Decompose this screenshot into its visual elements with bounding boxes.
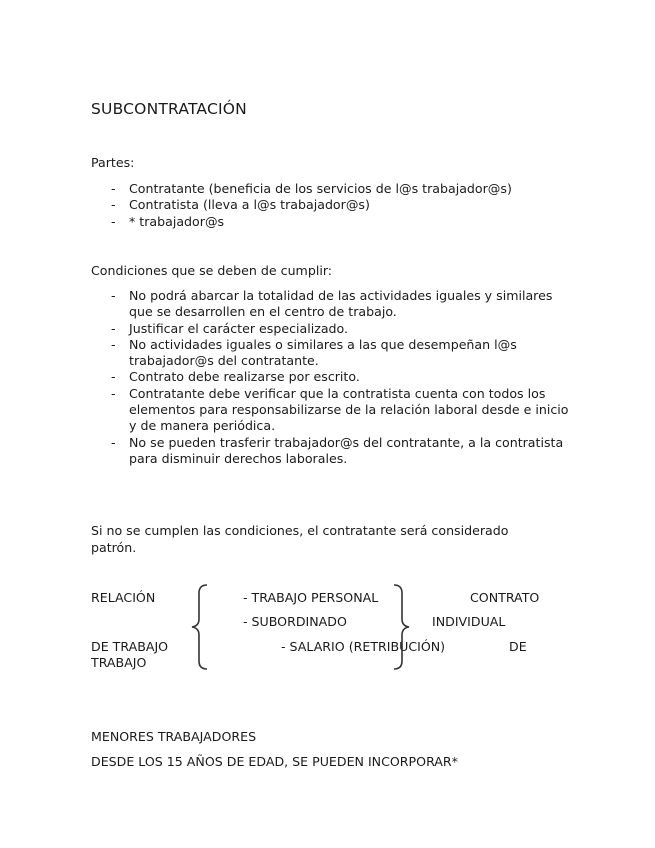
list-item (91, 197, 571, 213)
condiciones-heading: Condiciones que se deben de cumplir: (91, 263, 333, 278)
partes-list (91, 181, 571, 230)
list-item-text: Justificar el carácter especializado. (129, 320, 349, 336)
list-item-text: Contratante debe verificar que la contratista cuenta con todos los elementos para responsabilizarse de la relación laboral desde e inicio y de manera periódica. (129, 385, 569, 434)
left-brace (190, 584, 210, 670)
dash-bullet: - (111, 288, 116, 303)
partes-heading: Partes: (91, 155, 135, 170)
list-item (91, 288, 571, 321)
list-item-text: Contratista (lleva a l@s trabajador@s) (129, 197, 370, 213)
list-item-text: Contrato debe realizarse por escrito. (129, 369, 360, 385)
list-item (91, 337, 571, 370)
conclusion-text: Si no se cumplen las condiciones, el contratante será considerado patrón. (91, 523, 509, 555)
dash-bullet: - (111, 213, 116, 229)
dash-bullet: - (111, 336, 116, 352)
list-item (91, 181, 571, 197)
dash-bullet: - (111, 369, 116, 385)
list-item (91, 386, 571, 435)
list-item-text: * trabajador@s (129, 213, 225, 229)
dash-bullet: - (111, 181, 116, 196)
dash-bullet: - (111, 385, 116, 401)
list-item (91, 369, 571, 385)
list-item (91, 435, 571, 468)
trabajo-personal-item: - TRABAJO PERSONAL (243, 590, 379, 605)
menores-heading: MENORES TRABAJADORES (91, 729, 257, 744)
individual-label: INDIVIDUAL (432, 614, 506, 629)
list-item-text: No actividades iguales o similares a las que desempeñan l@s trabajador@s del contratante. (129, 336, 517, 369)
de-trabajo-label: DE TRABAJO (91, 639, 169, 654)
list-item (91, 321, 571, 337)
list-item-text: Contratante (beneficia de los servicios de l@s trabajador@s) (129, 181, 512, 196)
dash-bullet: - (111, 197, 116, 213)
contrato-label: CONTRATO (470, 590, 540, 605)
list-item-text: No podrá abarcar la totalidad de las actividades iguales y similares que se desarrollen en el centro de trabajo. (129, 288, 553, 320)
salario-item: - SALARIO (RETRIBUCIÓN) (281, 639, 446, 654)
list-item (91, 214, 571, 230)
dash-bullet: - (111, 320, 116, 336)
list-item-text: No se pueden trasferir trabajador@s del contratante, a la contratista para disminuir derechos laborales. (129, 434, 564, 466)
right-brace (391, 584, 411, 670)
de-label: DE (509, 639, 527, 654)
page-title: SUBCONTRATACIÓN (91, 100, 247, 118)
dash-bullet: - (111, 434, 116, 450)
menores-text: DESDE LOS 15 AÑOS DE EDAD, SE PUEDEN INCORPORAR* (91, 754, 458, 769)
subordinado-item: - SUBORDINADO (243, 614, 347, 629)
relacion-label: RELACIÓN (91, 590, 156, 605)
condiciones-list (91, 288, 571, 467)
trabajo-label: TRABAJO (91, 655, 147, 670)
